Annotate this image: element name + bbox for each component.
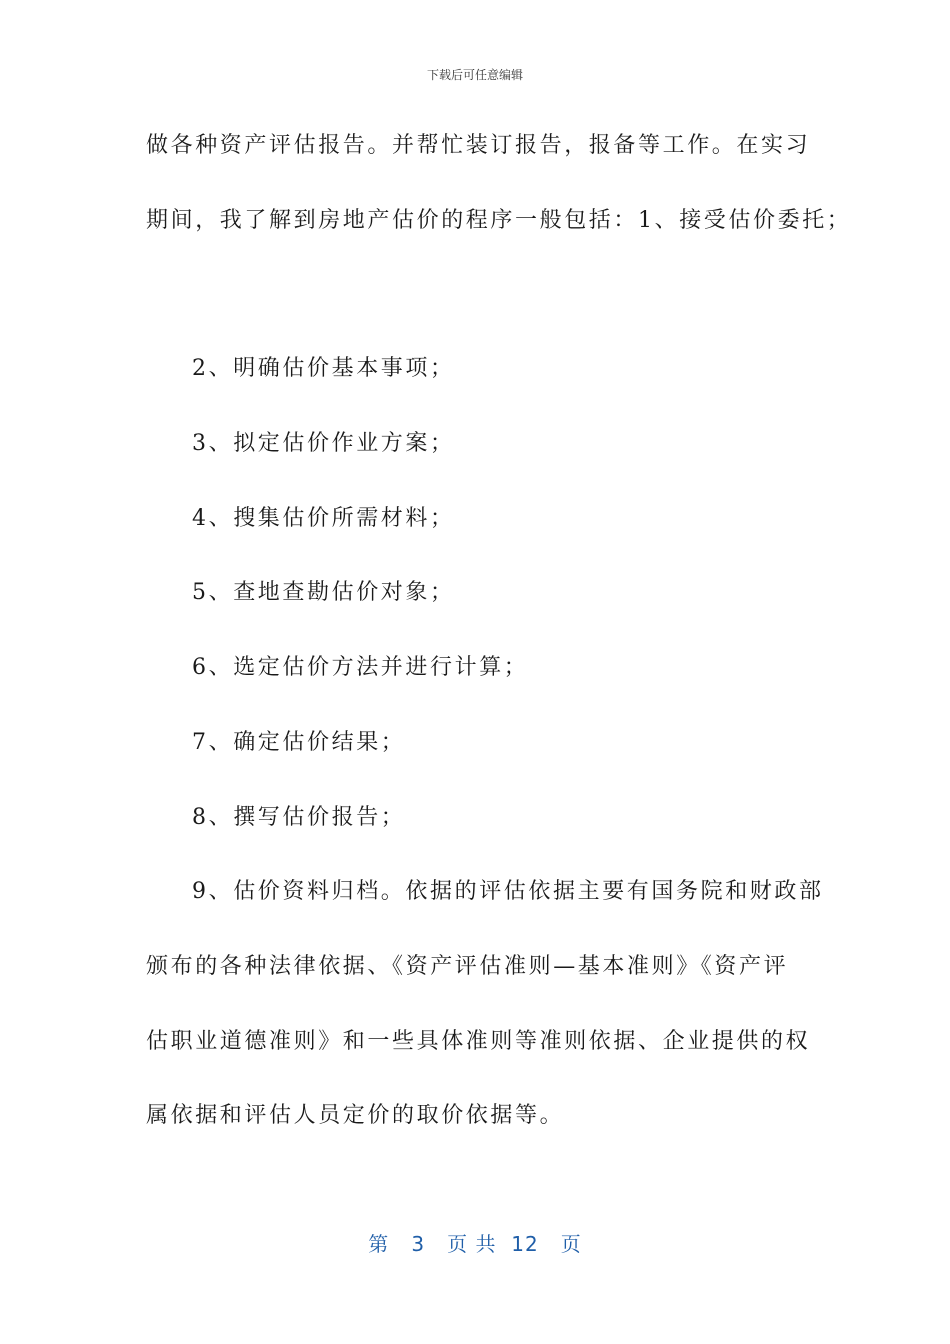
body-line: 做各种资产评估报告。并帮忙装订报告，报备等工作。在实习 (146, 133, 811, 158)
body-line: 4、搜集估价所需材料； (192, 506, 455, 531)
body-line: 9、估价资料归档。依据的评估依据主要有国务院和财政部 (192, 879, 824, 904)
body-line: 属依据和评估人员定价的取价依据等。 (146, 1103, 565, 1128)
body-line: 5、查地查勘估价对象； (192, 580, 455, 605)
footer-total-pages: 12 (511, 1232, 539, 1256)
body-line: 估职业道德准则》和一些具体准则等准则依据、企业提供的权 (146, 1029, 811, 1054)
body-line: 7、确定估价结果； (192, 730, 406, 755)
footer-prefix: 第 (368, 1232, 390, 1256)
page-header: 下载后可任意编辑 (426, 68, 523, 82)
body-line: 3、拟定估价作业方案； (192, 431, 455, 456)
body-line: 2、明确估价基本事项； (192, 356, 455, 381)
footer-current-page: 3 (411, 1232, 426, 1256)
body-line: 期间，我了解到房地产估价的程序一般包括：1、接受估价委托； (146, 208, 852, 233)
page-footer (0, 1228, 950, 1257)
body-line: 6、选定估价方法并进行计算； (192, 655, 529, 680)
footer-middle: 页 共 (447, 1232, 497, 1256)
body-line: 8、撰写估价报告； (192, 805, 406, 830)
body-line: 颁布的各种法律依据、《资产评估准则—基本准则》《资产评 (146, 954, 789, 979)
footer-suffix: 页 (560, 1232, 582, 1256)
